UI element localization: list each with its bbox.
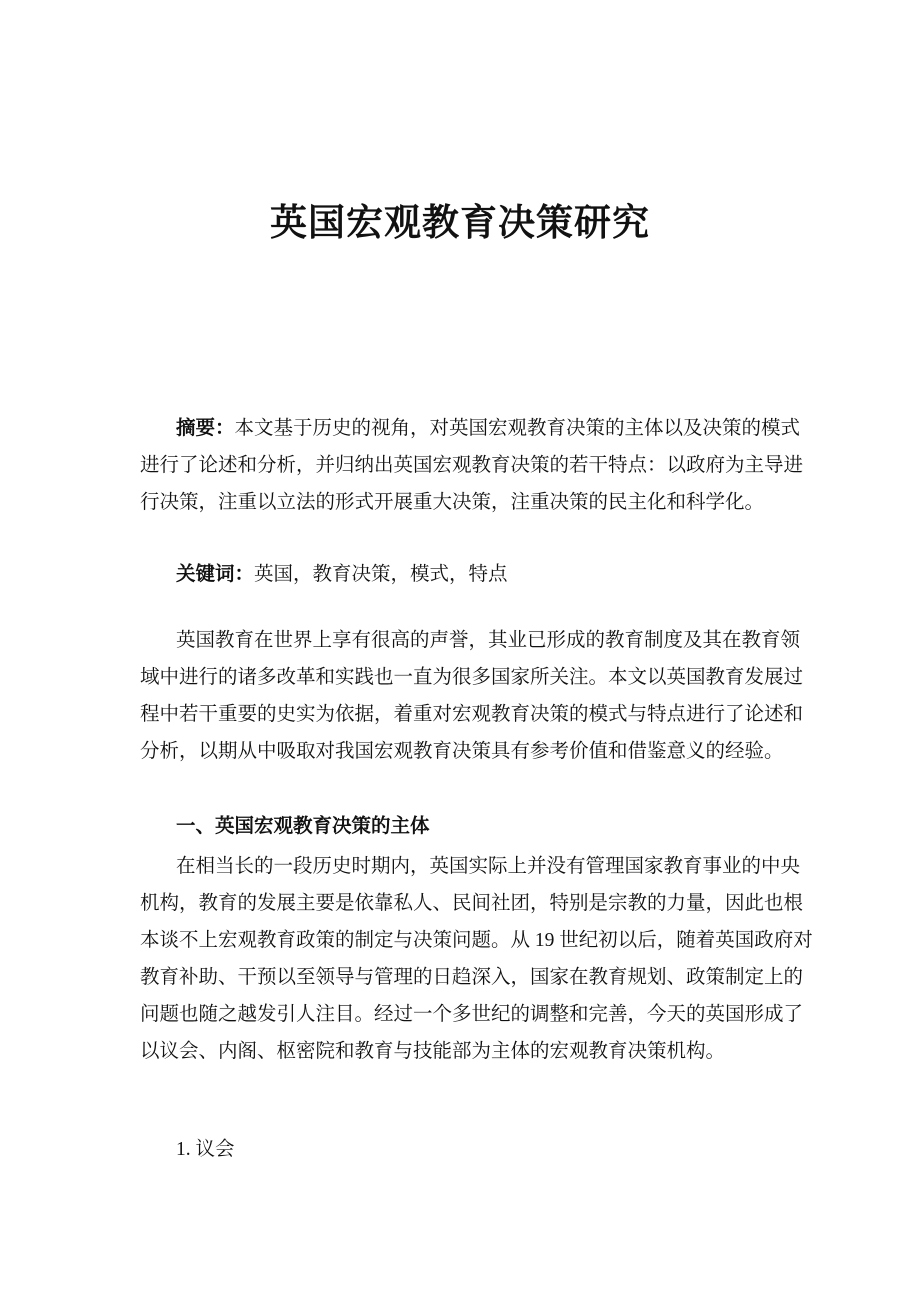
paragraph-line: 本谈不上宏观教育政策的制定与决策问题。从 19 世纪初以后，随着英国政府对 [140, 930, 813, 951]
abstract [140, 410, 804, 521]
document-title: 英国宏观教育决策研究 [270, 203, 650, 244]
keywords-label: 关键词： [176, 564, 255, 585]
paragraph-line: 在相当长的一段历史时期内，英国实际上并没有管理国家教育事业的中央 [176, 856, 801, 877]
paragraph-line: 以议会、内阁、枢密院和教育与技能部为主体的宏观教育决策机构。 [140, 1041, 726, 1062]
paragraph-line: 域中进行的诸多改革和实践也一直为很多国家所关注。本文以英国教育发展过 [140, 667, 804, 688]
paragraph-line: 英国教育在世界上享有很高的声誉，其业已形成的教育制度及其在教育领 [176, 630, 801, 651]
keywords-text: 英国，教育决策，模式，特点 [254, 564, 508, 585]
section-heading-line [140, 808, 785, 845]
abstract-text: 本文基于历史的视角，对英国宏观教育决策的主体以及决策的模式 [234, 418, 801, 439]
paragraph-line: 教育补助、干预以至领导与管理的日趋深入，国家在教育规划、政策制定上的 [140, 967, 804, 988]
keywords [140, 556, 785, 593]
paragraph-line: 机构，教育的发展主要是依靠私人、民间社团，特别是宗教的力量，因此也根 [140, 893, 804, 914]
intro-paragraph [140, 622, 804, 770]
keywords-line [140, 556, 785, 593]
section-heading-text: 一、英国宏观教育决策的主体 [176, 816, 430, 837]
paragraph-line: 程中若干重要的史实为依据，着重对宏观教育决策的模式与特点进行了论述和 [140, 704, 804, 725]
abstract-line [140, 410, 801, 447]
section1-paragraph [140, 848, 813, 1070]
abstract-line: 行决策，注重以立法的形式开展重大决策，注重决策的民主化和科学化。 [140, 492, 765, 513]
paragraph-line: 问题也随之越发引人注目。经过一个多世纪的调整和完善，今天的英国形成了 [140, 1004, 804, 1025]
abstract-label: 摘要： [176, 418, 235, 439]
subheading-text: 1. 议会 [176, 1139, 235, 1160]
subheading [140, 1131, 785, 1168]
abstract-line: 进行了论述和分析，并归纳出英国宏观教育决策的若干特点：以政府为主导进 [140, 455, 804, 476]
paragraph-line: 分析，以期从中吸取对我国宏观教育决策具有参考价值和借鉴意义的经验。 [140, 741, 784, 762]
section-heading [140, 808, 785, 845]
